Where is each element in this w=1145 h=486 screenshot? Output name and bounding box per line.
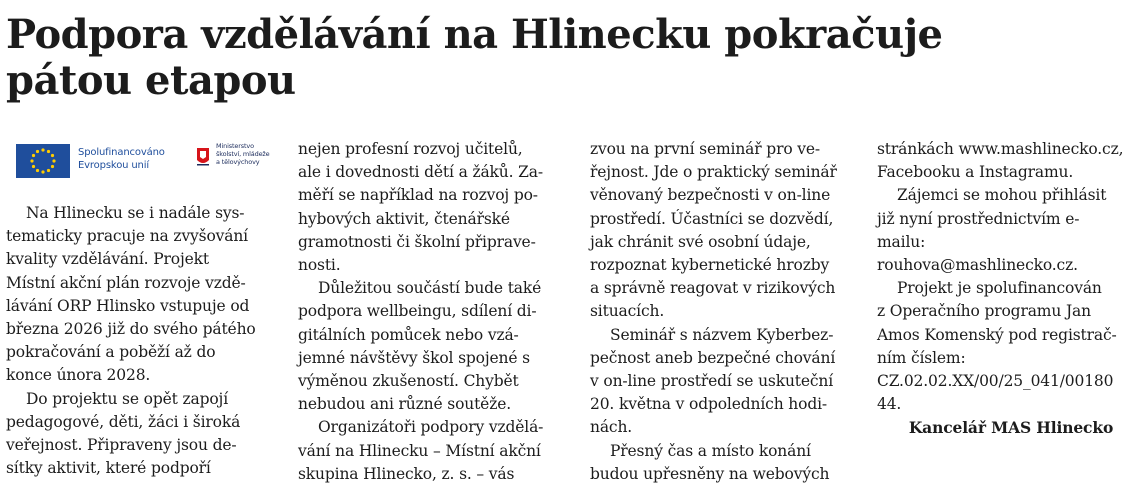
headline-line-2: pátou etapou: [6, 57, 296, 104]
article-column-3: [590, 138, 858, 486]
paragraph: Přesný čas a místo konání: [610, 441, 811, 460]
paragraph: z Operačního programu Jan Amos Komenský pod registrač- ním číslem: CZ.02.02.XX/00/25_041/00180 44.: [877, 300, 1145, 416]
eu-funding-label: Spolufinancováno Evropskou unií: [78, 147, 165, 171]
eu-flag-icon: [16, 144, 70, 178]
paragraph: tematicky pracuje na zvyšování kvality vzdělávání. Projekt Místní akční plán rozvoje vzdě- lávání ORP Hlinsko vstupuje od března 2026 již do svého pátého pokračování a poběží až do konce února 2028.: [6, 227, 256, 385]
email-address: rouhova@mashlinecko.cz.: [877, 256, 1078, 275]
article-headline: [6, 12, 1136, 104]
paragraph: budou upřesněny na webových: [590, 464, 830, 483]
czech-lion-emblem-icon: [194, 142, 212, 176]
paragraph: Organizátoři podpory vzdělá-: [318, 418, 544, 437]
headline-line-1: Podpora vzdělávání na Hlinecku pokračuje: [6, 11, 943, 58]
paragraph: nejen profesní rozvoj učitelů, ale i dovednosti dětí a žáků. Za- měří se například na rozvoj po- hybových aktivit, čtenářské gramotnosti či školní připrave- nosti.: [298, 140, 543, 275]
article-signature: Kancelář MAS Hlinecko: [908, 418, 1114, 438]
paragraph: Seminář s názvem Kyberbez-: [610, 325, 834, 344]
paragraph: podpora wellbeingu, sdílení di- gitálních pomůcek nebo vzá- jemné návštěvy škol spojené s výměnou zkušeností. Chybět nebudou ani různé soutěže.: [298, 302, 537, 414]
paragraph: Zájemci se mohou přihlásit: [897, 186, 1107, 205]
ministry-label: Ministerstvo školství, mládeže a tělovýchovy: [216, 142, 270, 166]
article-column-4: [877, 138, 1145, 440]
article-column-2: [298, 138, 566, 486]
paragraph: zvou na první seminář pro ve- řejnost. Jde o praktický seminář věnovaný bezpečnosti v on-line prostředí. Účastníci se dozvědí, jak chránit své osobní údaje, rozpoznat kybernetické hrozby a správně reagovat v rizikových situacích.: [590, 140, 837, 321]
paragraph: vání na Hlinecku – Místní akční skupina Hlinecko, z. s. – vás: [298, 441, 541, 483]
paragraph: stránkách www.mashlinecko.cz, Facebooku a Instagramu.: [877, 140, 1124, 182]
article-column-1: [6, 138, 274, 480]
paragraph: Do projektu se opět zapojí: [26, 389, 229, 408]
paragraph: již nyní prostřednictvím e- mailu: rouhova@mashlinecko.cz.: [877, 208, 1145, 278]
paragraph: pečnost aneb bezpečné chování v on-line prostředí se uskuteční 20. května v odpoledních hodi- nách.: [590, 348, 836, 437]
paragraph: Důležitou součástí bude také: [318, 279, 542, 298]
paragraph: pedagogové, děti, žáci i široká veřejnost. Připraveny jsou de- sítky aktivit, které podpoří: [6, 412, 241, 478]
paragraph: Projekt je spolufinancován: [897, 279, 1102, 298]
paragraph: Na Hlinecku se i nadále sys-: [26, 204, 245, 222]
funding-logos: [6, 138, 274, 198]
registration-number: CZ.02.02.XX/00/25_041/00180: [877, 372, 1114, 391]
